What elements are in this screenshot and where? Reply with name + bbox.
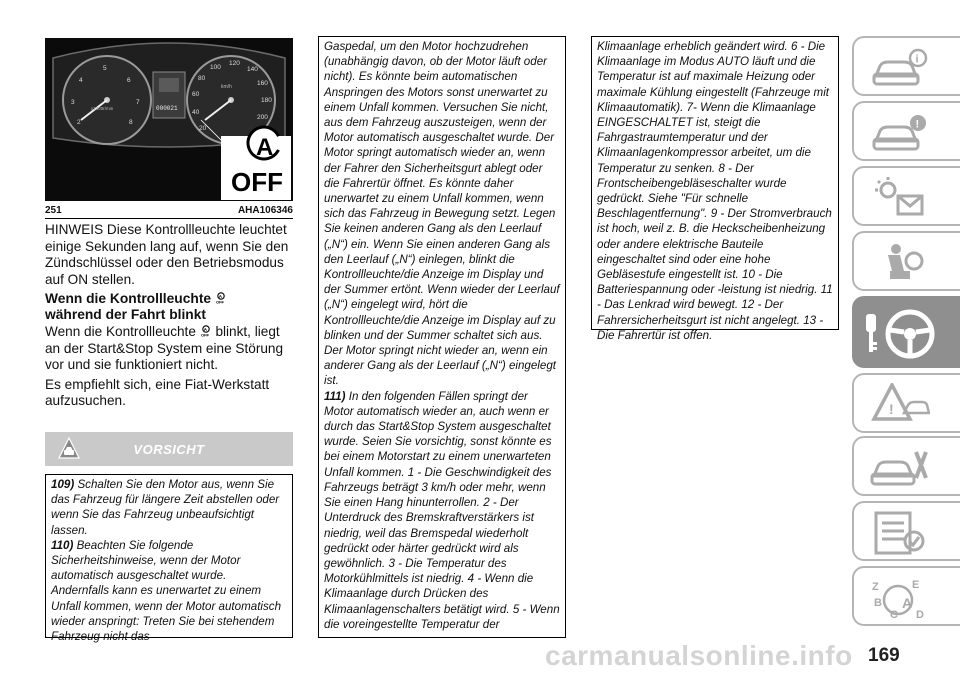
speed-tick: 40 xyxy=(192,109,200,116)
figure-number: 251 xyxy=(45,205,62,216)
caution-header xyxy=(45,432,293,466)
speed-tick: 20 xyxy=(199,125,207,132)
svg-text:i: i xyxy=(915,53,919,66)
rpm-unit: x1000r/min xyxy=(91,106,114,111)
auto-stop-off-icon xyxy=(215,292,227,304)
caution-item-111 xyxy=(324,389,560,632)
svg-text:!: ! xyxy=(889,401,894,417)
figure-caption xyxy=(45,205,293,219)
svg-text:A: A xyxy=(902,595,913,611)
speed-tick: 200 xyxy=(257,114,268,121)
cluster-illustration xyxy=(45,38,293,201)
caution-title: VORSICHT xyxy=(133,442,205,457)
rpm-tick: 7 xyxy=(136,99,140,106)
figure-code: AHA106346 xyxy=(237,205,293,216)
item-text: Beachten Sie folgende Sicherheitshinweise, wenn der Motor automatisch ausgeschaltet wurde. Andernfalls kann es unerwartet zu einem Unfall kommen, wenn der Motor automatisch wieder anspringt: Treten Sie bei stehendem Fahrzeug nicht das xyxy=(51,538,282,644)
blink-paragraph xyxy=(45,324,295,374)
seat-safety-icon xyxy=(870,241,930,285)
svg-text:B: B xyxy=(874,597,882,609)
car-service-icon xyxy=(870,446,930,490)
rpm-tick: 6 xyxy=(127,77,131,84)
svg-text:Z: Z xyxy=(872,581,879,593)
speed-tick: 80 xyxy=(198,75,206,82)
car-info-icon xyxy=(870,46,930,90)
section-heading xyxy=(45,291,295,323)
chapter-tab-car-alert[interactable] xyxy=(852,101,960,161)
svg-text:OFF: OFF xyxy=(215,299,224,304)
chapter-tab-emergency[interactable] xyxy=(852,373,960,433)
svg-text:D: D xyxy=(916,609,924,620)
item-number: 111) xyxy=(324,389,346,403)
item-number: 110) xyxy=(51,538,74,552)
chapter-tab-dashboard[interactable] xyxy=(852,36,960,96)
column-1-text xyxy=(45,222,295,413)
speed-tick: 140 xyxy=(247,66,258,73)
svg-text:A: A xyxy=(203,326,207,332)
instrument-cluster-figure xyxy=(45,38,293,201)
chapter-tab-service[interactable] xyxy=(852,436,960,496)
speed-tick: 160 xyxy=(257,80,268,87)
rpm-tick: 8 xyxy=(129,119,133,126)
chapter-tab-technical-data[interactable] xyxy=(852,501,960,561)
specs-list-icon xyxy=(870,511,930,555)
chapter-tab-starting-driving[interactable] xyxy=(852,296,960,368)
blink-text-b: blinkt, liegt an der Start&Stop System eine Störung vor und sie funktioniert nicht. xyxy=(45,324,284,372)
rpm-tick: 2 xyxy=(77,119,81,126)
chapter-tab-index[interactable] xyxy=(852,566,960,626)
warning-lights-icon xyxy=(870,176,930,220)
heading-line-2: während der Fahrt blinkt xyxy=(45,307,206,322)
caution-continued-text: Gaspedal, um den Motor hochzudrehen (unabhängig davon, ob der Motor läuft oder nicht). Es könnte beim automatischen Anspringen des Motors sonst unerwartet zu einem Unfall kommen. Versuchen Sie nicht, aus dem Fahrzeug auszusteigen, wenn der Motor automatisch ausgeschaltet wurde. Der Motor springt automatisch wieder an, wenn der Fahrer den Sicherheitsgurt ablegt oder die Fahrertür öffnet. Es könnte daher unerwartet zu einem Unfall kommen, wenn sich das Fahrzeug in Bewegung setzt. Legen Sie keinen anderen Gang als den Leerlauf („N“) ein. Wenn Sie einen anderen Gang als den Leerlauf („N“) einlegen, blinkt die Kontrollleuchte/die Anzeige im Display und der Summer ertönt. Wenn wieder der Leerlauf („N“) eingelegt wird, hört die Kontrollleuchte/die Anzeige im Display auf zu blinken und der Summer schaltet sich aus. Der Motor springt nicht wieder an, wenn ein anderer Gang als der Leerlauf („N“) eingelegt ist. xyxy=(324,40,560,388)
caution-item-109 xyxy=(51,477,287,538)
speed-tick: 180 xyxy=(261,97,272,104)
auto-stop-off-icon xyxy=(200,325,212,337)
page-number: 169 xyxy=(868,645,900,666)
speed-unit: km/h xyxy=(221,84,232,90)
speed-tick: 100 xyxy=(210,64,221,71)
steering-key-icon xyxy=(862,306,942,362)
watermark: carmanualsonline.info xyxy=(545,640,853,671)
speed-tick: 120 xyxy=(229,60,240,67)
rpm-tick: 3 xyxy=(71,99,75,106)
item-text: In den folgenden Fällen springt der Motor automatisch wieder an, auch wenn er durch das Start&Stop System ausgeschaltet wurde. Seien Sie vorsichtig, sonst könnte es bei einem Motorstart zu einem unerwarteten Unfall kommen. 1 - Die Geschwindigkeit des Fahrzeugs beträgt 3 km/h oder mehr, wenn Sie einen Hang hinunterrollen. 2 - Der Unterdruck des Bremskraftverstärkers ist niedrig, weil das Bremspedal wiederholt gedrückt oder härter gedrückt wird als gewöhnlich. 3 - Die Temperatur des Motorkühlmittels ist niedrig. 4 - Wenn die Klimaanlage durch Drücken des Klimaanlagenschalters betätigt wird. 5 - Wenn die voreingestellte Temperatur der xyxy=(324,389,560,631)
svg-text:C: C xyxy=(890,609,898,620)
speed-tick: 60 xyxy=(192,91,200,98)
workshop-paragraph: Es empfiehlt sich, eine Fiat-Werkstatt aufzusuchen. xyxy=(45,376,270,408)
chapter-tab-warning-lights[interactable] xyxy=(852,166,960,226)
svg-text:!: ! xyxy=(915,118,920,131)
rpm-tick: 4 xyxy=(79,77,83,84)
caution-box-3 xyxy=(591,36,839,342)
svg-text:A: A xyxy=(218,293,222,299)
caution-continued-text: Klimaanlage erheblich geändert wird. 6 - Die Klimaanlage im Modus AUTO läuft und die Temperatur ist auf maximale Heizung oder maximale Kühlung eingestellt (Fahrzeuge mit Klimaautomatik). 7- Wenn die Klimaanlage EINGESCHALTET ist, steigt die Fahrgastraumtemperatur und der Klimaanlagenkompressor arbeitet, um die Temperatur zu senken. 8 - Der Frontscheibengebläseschalter wurde gedrückt. Siehe "Für schnelle Beschlagentfernung". 9 - Der Stromverbrauch ist hoch, weil z. B. die Heckscheibenheizung oder andere elektrische Bauteile eingeschaltet sind oder eine hohe Gebläsestufe eingestellt ist. 10 - Die Batteriespannung oder -leistung ist niedrig. 11 - Das Lenkrad wird bewegt. 12 - Der Fahrersicherheitsgurt ist nicht angelegt. 13 - Die Fahrertür ist offen. xyxy=(597,40,833,342)
caution-item-110 xyxy=(51,538,287,644)
item-number: 109) xyxy=(51,478,75,491)
odometer-readout: 000021 xyxy=(156,105,178,112)
caution-box-2 xyxy=(318,36,566,638)
rpm-tick: 5 xyxy=(103,65,107,72)
note-paragraph: HINWEIS Diese Kontrollleuchte leuchtet einige Sekunden lang auf, wenn Sie den Zündschlüssel oder den Betriebsmodus auf ON stellen. xyxy=(45,222,289,287)
alphabet-index-icon xyxy=(870,576,930,620)
caution-box-1 xyxy=(45,474,293,644)
blink-text-a: Wenn die Kontrollleuchte xyxy=(45,324,196,339)
emergency-triangle-icon xyxy=(870,383,930,427)
auto-stop-indicator-off: OFF xyxy=(231,167,283,197)
figure-divider xyxy=(45,218,293,219)
svg-text:OFF: OFF xyxy=(200,332,209,337)
svg-text:E: E xyxy=(912,579,920,591)
item-text: Schalten Sie den Motor aus, wenn Sie das Fahrzeug für längere Zeit abstellen oder wenn Sie das Fahrzeug unbeaufsichtigt lassen. xyxy=(51,478,280,537)
auto-stop-indicator-letter: A xyxy=(256,134,274,161)
chapter-tab-safety[interactable] xyxy=(852,231,960,291)
car-alert-icon xyxy=(870,111,930,155)
heading-line-1: Wenn die Kontrollleuchte xyxy=(45,291,212,306)
